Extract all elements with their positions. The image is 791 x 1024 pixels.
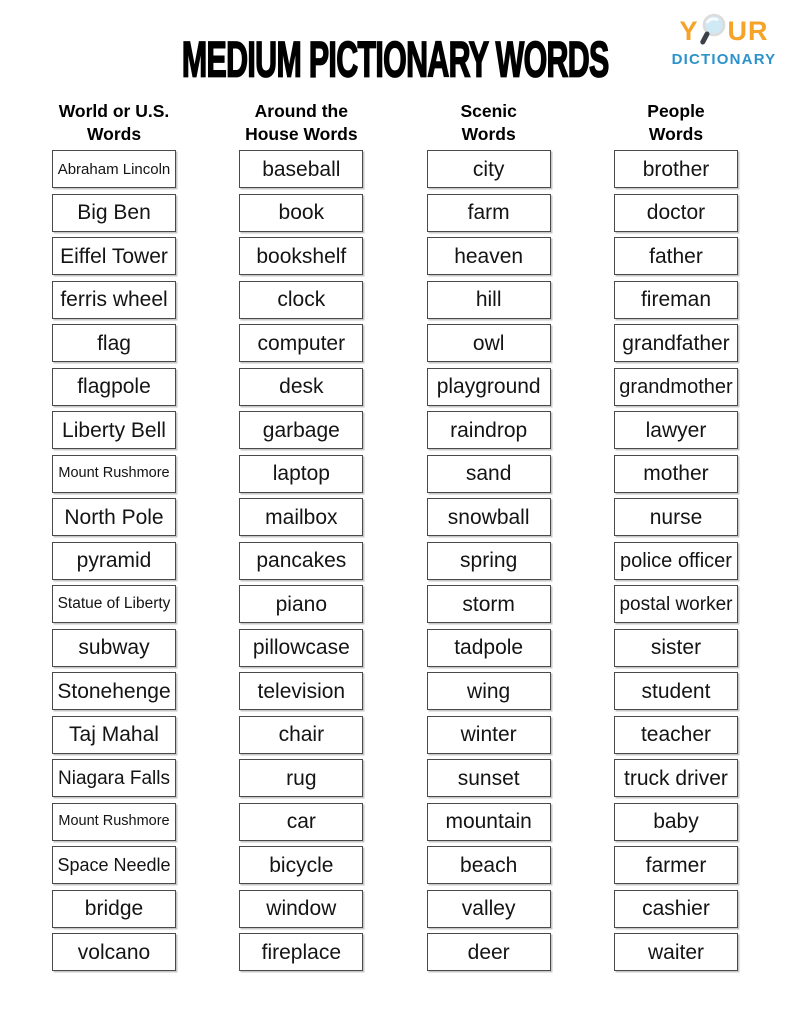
- word-label: car: [286, 810, 316, 833]
- word-card: [239, 846, 363, 884]
- word-card: [427, 716, 551, 754]
- word-card: [239, 411, 363, 449]
- word-label: fireman: [640, 288, 711, 311]
- word-label: storm: [462, 592, 515, 616]
- column-header: [614, 100, 738, 150]
- word-label: mailbox: [265, 505, 338, 529]
- word-card: [427, 498, 551, 536]
- word-label: sunset: [457, 766, 520, 790]
- word-card: [52, 411, 176, 449]
- word-card: [427, 585, 551, 623]
- word-label: Abraham Lincoln: [57, 160, 171, 178]
- word-card: [52, 150, 176, 188]
- word-label: owl: [472, 331, 505, 355]
- word-label: father: [649, 244, 703, 268]
- word-card: [239, 890, 363, 928]
- word-label: bridge: [84, 897, 144, 920]
- word-label: sister: [650, 636, 702, 659]
- word-card: [52, 629, 176, 667]
- word-label: sand: [465, 462, 512, 485]
- word-card: [427, 455, 551, 493]
- word-card: [614, 890, 738, 928]
- column-header: [52, 100, 176, 150]
- column-header-line2: Words: [461, 123, 516, 144]
- column-header-line2: Words: [86, 123, 142, 144]
- column-world-us: [52, 100, 176, 977]
- word-card: [427, 629, 551, 667]
- word-label: farm: [467, 201, 510, 224]
- word-card: [614, 759, 738, 797]
- word-card: [52, 890, 176, 928]
- word-card: [614, 672, 738, 710]
- word-label: deer: [467, 940, 510, 964]
- word-label: police officer: [620, 549, 732, 572]
- word-label: grandmother: [619, 375, 733, 398]
- word-card: [239, 629, 363, 667]
- word-label: chair: [278, 723, 325, 746]
- word-label: lawyer: [645, 418, 707, 442]
- word-label: Taj Mahal: [69, 723, 159, 746]
- column-header-line2: Words: [648, 123, 704, 144]
- word-label: Eiffel Tower: [60, 244, 168, 268]
- word-label: subway: [78, 636, 150, 659]
- word-card: [614, 933, 738, 971]
- word-label: winter: [460, 723, 517, 746]
- word-label: pyramid: [76, 549, 152, 572]
- word-card: [614, 324, 738, 362]
- word-card: [52, 933, 176, 971]
- word-label: brother: [642, 157, 710, 181]
- word-label: postal worker: [619, 593, 733, 615]
- column-header-line1: Scenic: [460, 101, 517, 121]
- word-card: [427, 846, 551, 884]
- word-label: Big Ben: [77, 201, 151, 224]
- word-label: piano: [275, 592, 328, 616]
- word-card: [239, 150, 363, 188]
- word-label: bookshelf: [256, 244, 347, 268]
- column-header-line1: People: [647, 101, 705, 121]
- word-card: [427, 237, 551, 275]
- word-card: [52, 716, 176, 754]
- word-card: [614, 194, 738, 232]
- word-label: volcano: [77, 940, 151, 964]
- word-label: pillowcase: [252, 636, 350, 659]
- word-card: [427, 759, 551, 797]
- word-label: book: [278, 201, 325, 224]
- column-header-line1: Around the: [254, 101, 348, 121]
- column-header-line2: House Words: [245, 123, 358, 144]
- word-card: [614, 498, 738, 536]
- word-card: [427, 194, 551, 232]
- word-label: truck driver: [624, 766, 728, 790]
- word-label: nurse: [649, 505, 703, 529]
- word-card: [52, 759, 176, 797]
- word-card: [427, 324, 551, 362]
- word-label: heaven: [454, 244, 524, 268]
- word-label: doctor: [646, 201, 706, 224]
- word-card: [239, 803, 363, 841]
- column-around-house: [239, 100, 363, 977]
- word-card: [427, 890, 551, 928]
- word-label: city: [472, 157, 505, 181]
- word-card: [52, 585, 176, 623]
- word-card: [239, 716, 363, 754]
- word-card: [614, 368, 738, 406]
- word-label: rug: [286, 766, 317, 790]
- word-label: wing: [467, 679, 511, 703]
- word-card: [239, 237, 363, 275]
- word-label: laptop: [272, 462, 330, 485]
- word-card: [239, 672, 363, 710]
- word-card: [52, 846, 176, 884]
- word-card: [239, 324, 363, 362]
- logo-your-prefix: Y: [679, 15, 699, 46]
- word-card: [52, 542, 176, 580]
- word-card: [614, 846, 738, 884]
- word-label: Mount Rushmore: [58, 465, 170, 482]
- word-list: [52, 150, 176, 977]
- word-card: [427, 281, 551, 319]
- word-list: [239, 150, 363, 977]
- word-card: [614, 281, 738, 319]
- word-label: desk: [279, 375, 324, 398]
- word-label: raindrop: [450, 418, 528, 442]
- word-label: tadpole: [454, 636, 524, 659]
- word-label: beach: [460, 853, 518, 877]
- word-label: mountain: [445, 810, 532, 833]
- word-columns-grid: [52, 100, 738, 977]
- word-list: [427, 150, 551, 977]
- word-label: Statue of Liberty: [57, 595, 171, 613]
- word-card: [239, 585, 363, 623]
- word-label: waiter: [647, 940, 704, 964]
- word-card: [614, 411, 738, 449]
- word-label: baby: [653, 810, 699, 833]
- word-card: [52, 324, 176, 362]
- word-card: [427, 933, 551, 971]
- word-label: flag: [97, 331, 131, 355]
- word-card: [614, 585, 738, 623]
- logo-your-suffix: UR: [727, 15, 769, 46]
- word-label: window: [266, 897, 337, 920]
- word-label: grandfather: [622, 331, 730, 355]
- word-card: [239, 933, 363, 971]
- word-card: [427, 542, 551, 580]
- word-card: [52, 281, 176, 319]
- word-card: [614, 237, 738, 275]
- word-card: [614, 803, 738, 841]
- word-card: [239, 759, 363, 797]
- word-label: fireplace: [261, 940, 342, 964]
- word-label: North Pole: [64, 505, 164, 529]
- word-label: spring: [460, 549, 518, 572]
- word-card: [52, 194, 176, 232]
- word-label: garbage: [262, 418, 340, 442]
- word-card: [52, 498, 176, 536]
- word-card: [614, 716, 738, 754]
- word-label: mother: [643, 462, 709, 485]
- word-label: baseball: [262, 157, 341, 181]
- word-card: [239, 498, 363, 536]
- word-card: [239, 455, 363, 493]
- word-label: Space Needle: [57, 855, 171, 875]
- word-label: bicycle: [269, 853, 334, 877]
- word-card: [239, 281, 363, 319]
- word-label: snowball: [447, 505, 530, 529]
- word-card: [614, 542, 738, 580]
- word-card: [52, 803, 176, 841]
- word-label: valley: [461, 897, 516, 920]
- word-label: Mount Rushmore: [58, 813, 170, 830]
- column-header-line1: World or U.S.: [58, 101, 170, 121]
- page-title: MEDIUM PICTIONARY WORDS: [182, 31, 609, 88]
- word-card: [427, 368, 551, 406]
- word-card: [239, 194, 363, 232]
- logo-dictionary-line: DICTIONARY: [671, 51, 777, 68]
- word-label: flagpole: [77, 375, 151, 398]
- word-label: pancakes: [256, 549, 347, 572]
- word-label: teacher: [640, 723, 711, 746]
- word-list: [614, 150, 738, 977]
- word-label: playground: [436, 375, 541, 398]
- word-label: student: [641, 679, 711, 703]
- word-card: [52, 672, 176, 710]
- word-card: [239, 368, 363, 406]
- word-label: ferris wheel: [60, 288, 168, 311]
- column-header: [427, 100, 551, 150]
- word-label: computer: [257, 331, 346, 355]
- word-label: cashier: [642, 897, 710, 920]
- column-people: [614, 100, 738, 977]
- word-card: [52, 368, 176, 406]
- word-label: Liberty Bell: [62, 418, 166, 442]
- column-header: [239, 100, 363, 150]
- word-card: [614, 629, 738, 667]
- word-card: [427, 672, 551, 710]
- column-scenic: [427, 100, 551, 977]
- word-label: Niagara Falls: [58, 767, 170, 789]
- word-card: [52, 455, 176, 493]
- word-card: [427, 150, 551, 188]
- word-card: [614, 150, 738, 188]
- word-card: [52, 237, 176, 275]
- word-label: television: [257, 679, 346, 703]
- word-label: farmer: [645, 853, 707, 877]
- word-card: [427, 411, 551, 449]
- word-card: [614, 455, 738, 493]
- word-label: clock: [277, 288, 326, 311]
- word-card: [427, 803, 551, 841]
- word-label: Stonehenge: [57, 679, 171, 703]
- word-label: hill: [475, 288, 502, 311]
- word-card: [239, 542, 363, 580]
